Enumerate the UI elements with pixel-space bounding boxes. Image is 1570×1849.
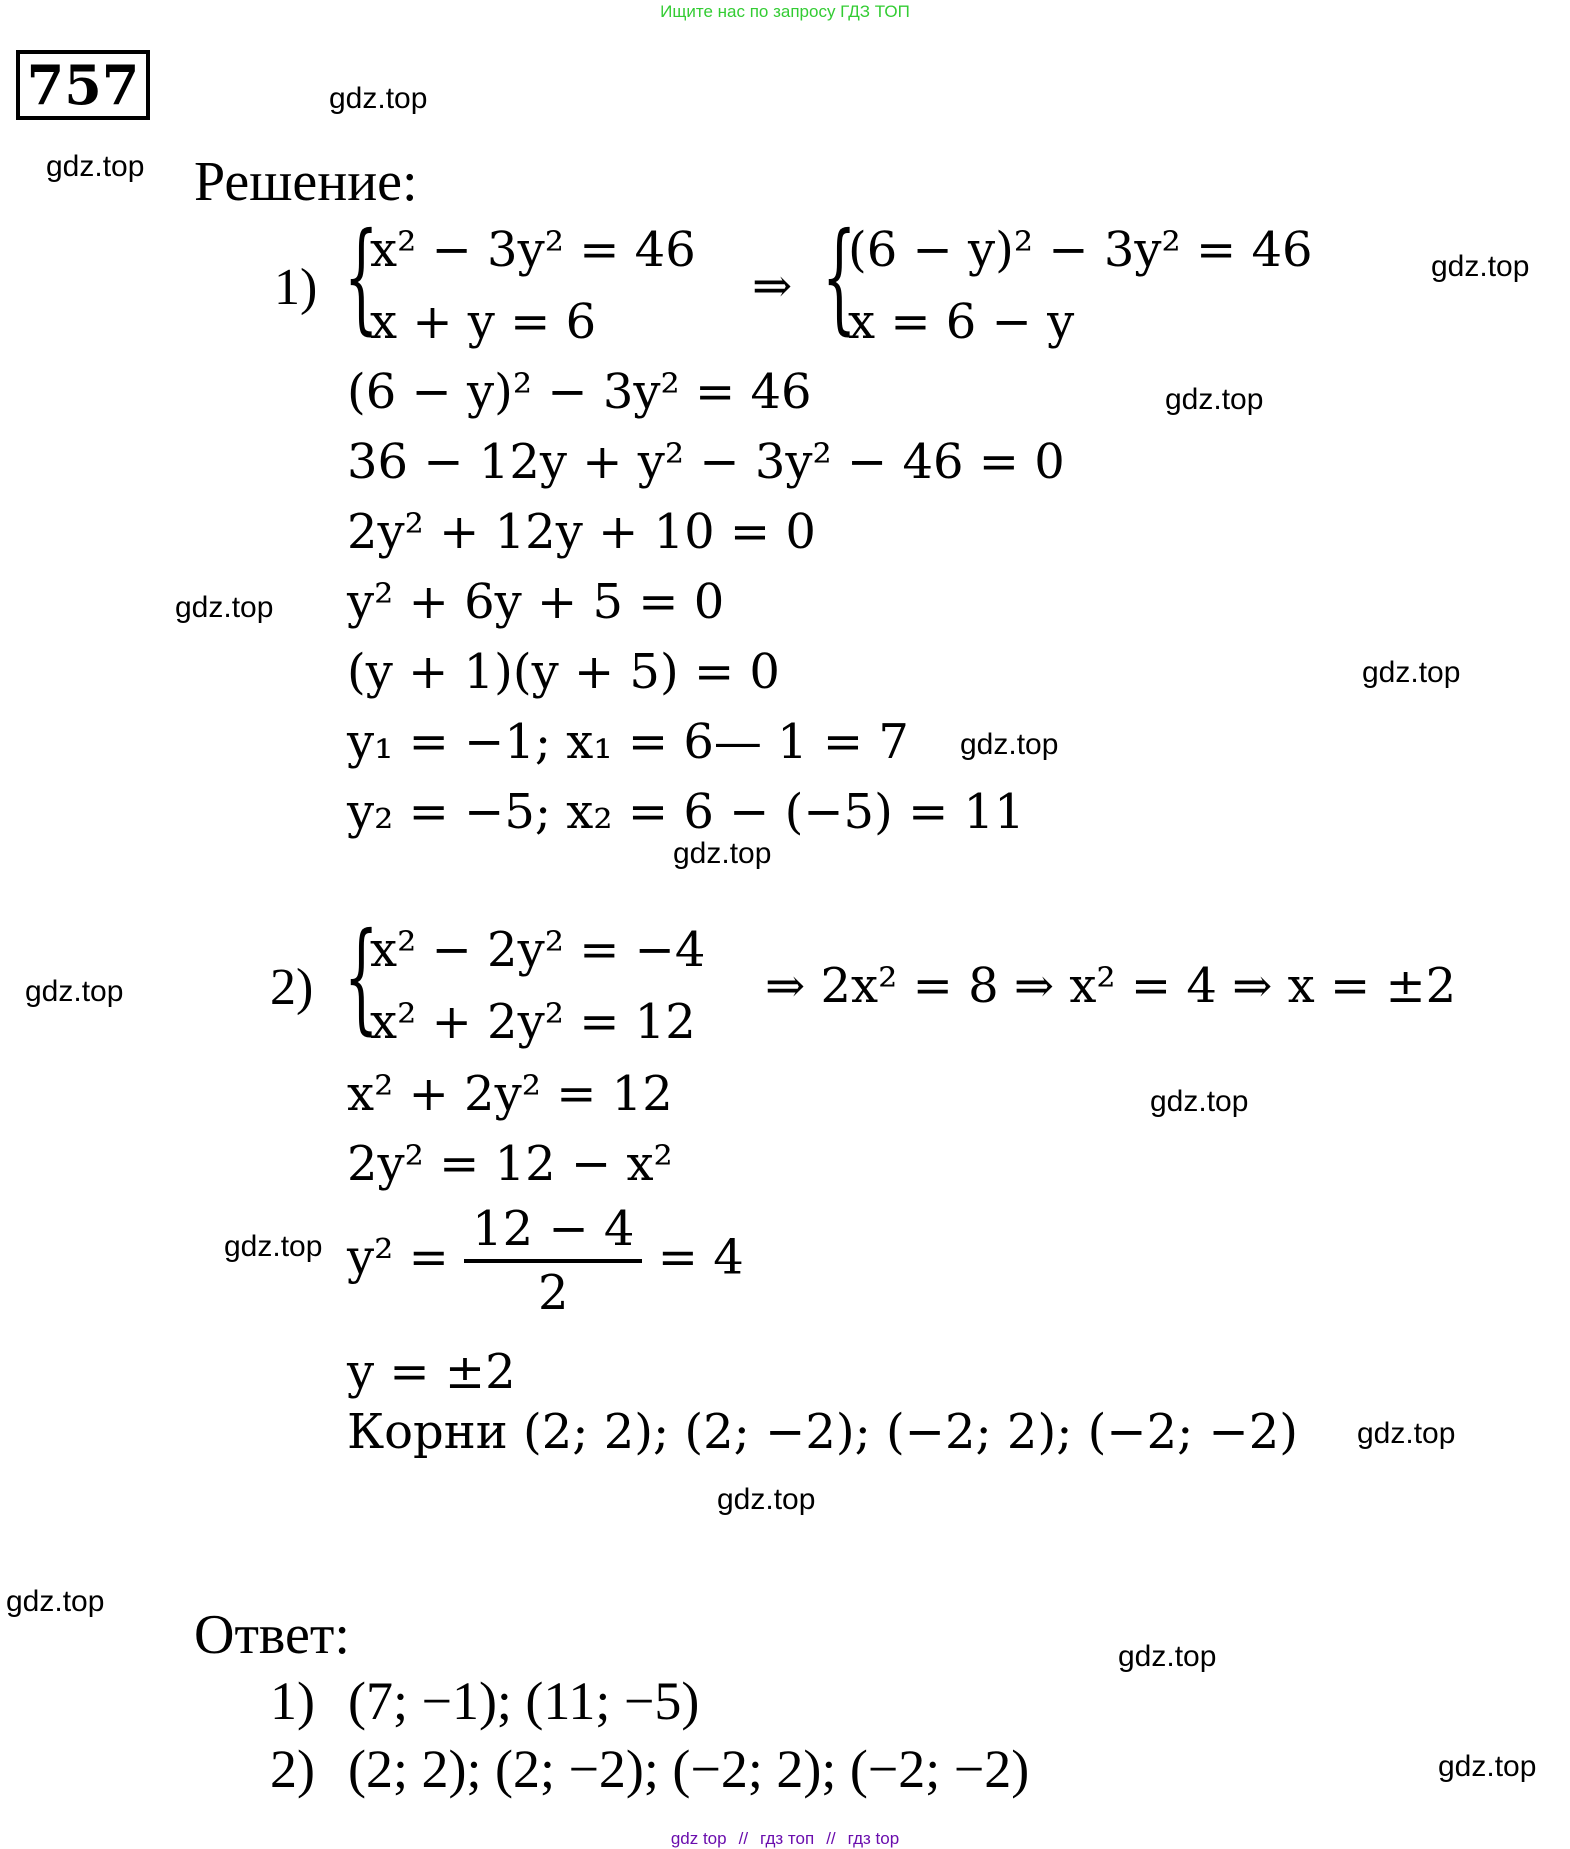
watermark: gdz.top [1118,1640,1217,1673]
watermark: gdz.top [46,150,145,183]
fraction-denominator: 2 [464,1259,642,1317]
watermark: gdz.top [6,1585,105,1618]
answer-label: 2) [270,1739,315,1799]
solution-step: 2y² = 12 − x² [347,1136,673,1192]
watermark: gdz.top [673,837,772,870]
footer-separator: // [738,1829,749,1848]
solution-step: (6 − y)² − 3y² = 46 [347,364,812,420]
left-brace: { [822,208,857,347]
footer-separator: // [826,1829,836,1848]
fraction-step [347,1201,744,1321]
solution-chain: ⇒ 2x² = 8 ⇒ x² = 4 ⇒ x = ±2 [765,958,1457,1014]
solution-heading: Решение: [194,151,418,213]
solution-step: y = ±2 [347,1344,516,1400]
fraction [464,1201,642,1321]
watermark: gdz.top [960,728,1059,761]
solution-step: y₁ = −1; x₁ = 6— 1 = 7 [347,714,909,770]
watermark: gdz.top [1165,383,1264,416]
watermark: gdz.top [1357,1417,1456,1450]
answer-value: (2; 2); (2; −2); (−2; 2); (−2; −2) [348,1739,1030,1799]
watermark: gdz.top [329,82,428,115]
answer-value: (7; −1); (11; −5) [348,1671,700,1731]
fraction-rhs: = 4 [657,1229,744,1286]
system-equation: x² + 2y² = 12 [370,994,696,1050]
fraction-numerator: 12 − 4 [472,1201,635,1257]
watermark: gdz.top [1431,250,1530,283]
footer-link[interactable]: гдз топ [760,1829,815,1848]
implies-arrow: ⇒ [752,258,793,314]
answer-heading: Ответ: [194,1604,350,1666]
solution-step: x² + 2y² = 12 [347,1066,673,1122]
watermark: gdz.top [25,975,124,1008]
watermark: gdz.top [1362,656,1461,689]
watermark: gdz.top [224,1230,323,1263]
footer-link[interactable]: gdz top [670,1829,727,1848]
system-equation: x² − 2y² = −4 [370,922,706,978]
search-banner: Ищите нас по запросу ГДЗ ТОП [660,2,910,21]
part2-label: 2) [270,959,314,1016]
solution-step: (y + 1)(y + 5) = 0 [347,644,780,700]
part1-label: 1) [274,259,318,316]
fraction-lhs: y² = [347,1229,449,1286]
problem-number: 757 [16,50,150,120]
left-brace: { [344,208,379,347]
answer-label: 1) [270,1671,315,1731]
system-equation: x = 6 − y [848,294,1075,350]
roots-line: Корни (2; 2); (2; −2); (−2; 2); (−2; −2) [347,1404,1299,1460]
system-equation: (6 − y)² − 3y² = 46 [848,222,1313,278]
footer-link[interactable]: гдз top [847,1829,900,1848]
solution-step: y² + 6y + 5 = 0 [347,574,725,630]
watermark: gdz.top [175,591,274,624]
footer [0,1829,1570,1849]
system-equation: x + y = 6 [370,294,597,350]
system-equation: x² − 3y² = 46 [370,222,696,278]
left-brace: { [344,908,379,1047]
solution-step: y₂ = −5; x₂ = 6 − (−5) = 11 [347,784,1025,840]
watermark: gdz.top [1438,1750,1537,1783]
solution-step: 2y² + 12y + 10 = 0 [347,504,816,560]
watermark: gdz.top [1150,1085,1249,1118]
solution-step: 36 − 12y + y² − 3y² − 46 = 0 [347,434,1065,490]
watermark: gdz.top [717,1483,816,1516]
